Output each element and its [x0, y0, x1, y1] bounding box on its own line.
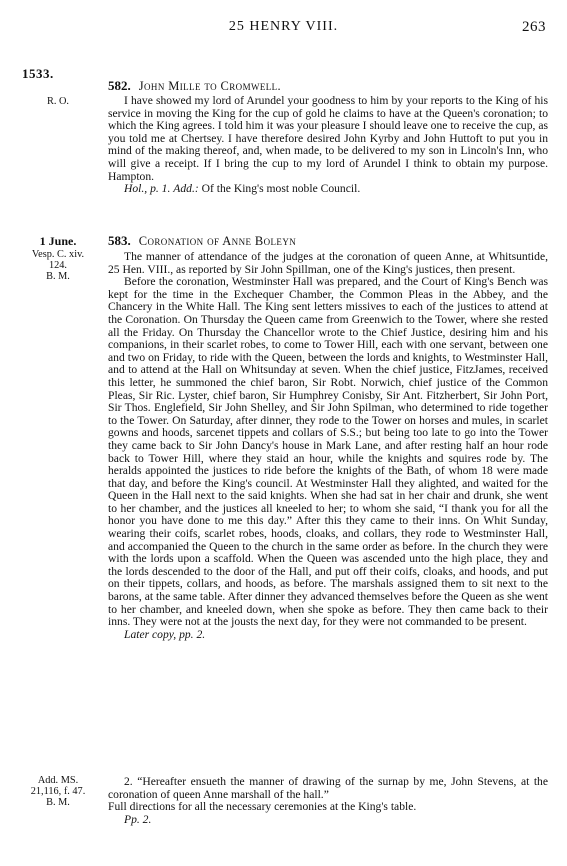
entry-582-title: John Mille to Cromwell. — [138, 79, 282, 93]
source-ref-line: B. M. — [46, 796, 70, 808]
entry-582-add-label: Add.: — [173, 182, 199, 196]
entry-582-body — [108, 95, 548, 196]
entry-583-item2-quote: 2. “Hereafter ensueth the manner of drawing of the surnap by me, John Stevens, at the coronation of queen Anne marshall of the hall.” — [108, 775, 548, 801]
page-number: 263 — [522, 19, 546, 35]
entry-583-item2-pp: Pp. 2. — [124, 812, 152, 826]
running-header-title: 25 HENRY VIII. — [228, 19, 339, 34]
entry-583-item2 — [108, 776, 548, 826]
entry-583-source-ref — [18, 250, 98, 282]
source-ref-line: B. M. — [46, 270, 70, 282]
entry-583-later-copy: Later copy, pp. 2. — [124, 627, 206, 641]
entry-582-address: Of the King's most noble Council. — [201, 182, 361, 196]
entry-582-source-ref: R. O. — [46, 96, 70, 107]
entry-583-narrative: Before the coronation, Westminster Hall was prepared, and the Court of King's Bench was kept for the time in the Exchequer Chamber, the Common Pleas in the Abbey, and the Chancery in the White Hall. The King sent letters missives to each of the justices to attend at the Coronation. On Thursday the Queen came from Greenwich to the Tower, where she rested all the Friday. On Thursday the Chancellor wrote to the Chief Justice, desiring him and his companions, in their scarlet robes, to come to Tower Hill, each with one servant, between one and two on Friday, to ride with the Queen, between the lords and knights, to Westminster Hall, and to attend at the Hall on Whitsunday at seven. When the chief justice, FitzJames, received this letter, he summoned the chief baron, Sir Robt. Norwich, chief justice of the Common Pleas, Sir Ric. Lyster, chief baron, Sir Humphrey Conisby, Sir Ant. Fitzherbert, Sir John Port, Sir Thos. Englefield, Sir John Shelley, and Sir John Spilman, who determined to ride together to the Tower. On Saturday, after dinner, they rode to the Tower on horses and mules, in scarlet gowns and hoods, sarcenet tippets and collars of S.S.; but being too late to go into the Tower they came back to Sir John Dancy's house in Mark Lane, and after resting half an hour rode back to Tower Hill, where they staid an hour, while the knights and squires rode by. The heralds appointed the justices to ride before the knights of the Bath, of whom 18 were made that day, and before the King's council. At Westminster Hall they alighted, and waited for the Queen in the Hall next to the said knights. When she had sat in her chair and drunk, she went to her chamber, and the justices all kneeled to her; to whom she said, “I thank you for all the honor you have done to me this day.” After this they came to their inns. On Whit Sunday, wearing their coifs, scarlet robes, hoods, cloaks, and collars, they rode to Westminster Hall, and accompanied the Queen to the church in the same order as before. In the church they were with the lords upon a scaffold. When the Queen was ascended unto the high place, they and the lords descended to the door of the Hall, and put off their coifs, cloaks, and hoods, and put on their tippets, collars, and hoods, as before. The marshals assigned them to sit next to the barons, at the same table. After dinner they advanced themselves before the Queen as she went to her chamber, and kneeled down, when she spoke as before. They then came back to their inns. They were not at the jousts the next day, for they were not commanded to be present. — [108, 275, 548, 629]
entry-583-summary: The manner of attendance of the judges at the coronation of queen Anne, at Whitsuntide, 25 Hen. VIII., as reported by Sir John Spillman, one of the King's justices, then present. — [108, 250, 548, 276]
entry-583-body — [108, 251, 548, 641]
source-ref-line: 21,116, f. 47. — [30, 785, 86, 797]
entry-582-heading — [108, 79, 548, 93]
year-label: 1533. — [22, 66, 54, 81]
entry-582-number: 582. — [108, 78, 131, 93]
entry-583-date: 1 June. — [39, 234, 77, 248]
entry-583-later-copy-line — [108, 629, 548, 642]
entry-583-number: 583. — [108, 233, 131, 248]
entry-582-text: I have showed my lord of Arundel your goodness to him by your reports to the King of his service in moving the King for the cup of gold he claims to have at the Queen's coronation; to which the King agrees. I told him it was your pleasure I should leave one to receive the cup, as you told me at Chertsey. I have therefore desired John Kyrby and John Huttoft to put you in mind of the making thereof, and, when made, to be delivered to my son in Lincoln's Inn, who will give a receipt. If I bring the cup to my lord of Arundel I think to obtain my purpose. Hampton. — [108, 94, 548, 183]
entry-583-heading — [108, 234, 548, 248]
entry-583-title: Coronation of Anne Boleyn — [138, 234, 297, 248]
entry-583-item2-pp-line — [108, 814, 548, 827]
source-ref-line: 124. — [48, 259, 68, 271]
source-ref-line: Add. MS. — [37, 775, 79, 786]
entry-582-hol: Hol., p. 1. — [124, 182, 171, 196]
source-ref-line: Vesp. C. xiv. — [31, 249, 85, 260]
entry-583-item2-description: Full directions for all the necessary ceremonies at the King's table. — [108, 800, 417, 814]
entry-582-footnote — [108, 183, 548, 196]
entry-583-item2-source-ref — [18, 776, 98, 808]
